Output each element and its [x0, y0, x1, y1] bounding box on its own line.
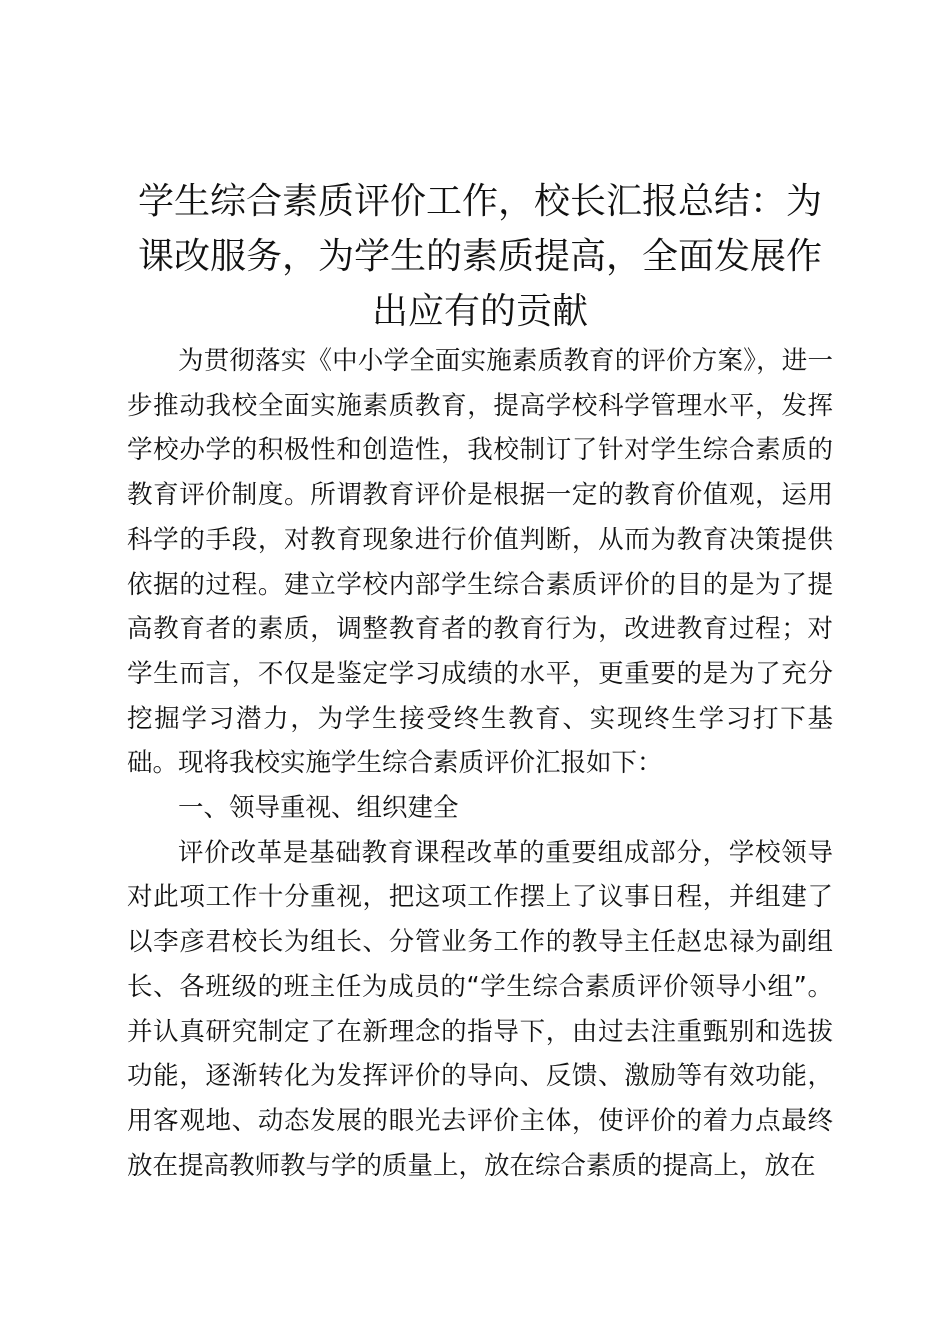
- document-page: [127, 174, 833, 1188]
- intro-paragraph: 为贯彻落实《中小学全面实施素质教育的评价方案》，进一步推动我校全面实施素质教育，提高学校科学管理水平，发挥学校办学的积极性和创造性，我校制订了针对学生综合素质的教育评价制度。所谓教育评价是根据一定的教育价值观，运用科学的手段，对教育现象进行价值判断，从而为教育决策提供依据的过程。建立学校内部学生综合素质评价的目的是为了提高教育者的素质，调整教育者的教育行为，改进教育过程；对学生而言，不仅是鉴定学习成绩的水平，更重要的是为了充分挖掘学习潜力，为学生接受终生教育、实现终生学习打下基础。现将我校实施学生综合素质评价汇报如下：: [127, 346, 833, 779]
- document-title: 学生综合素质评价工作，校长汇报总结：为课改服务，为学生的素质提高，全面发展作出应有的贡献: [137, 181, 822, 332]
- section-heading: 一、领导重视、组织建全: [178, 793, 459, 824]
- section-paragraph: 评价改革是基础教育课程改革的重要组成部分，学校领导对此项工作十分重视，把这项工作摆上了议事日程，并组建了以李彦君校长为组长、分管业务工作的教导主任赵忠禄为副组长、各班级的班主任为成员的“学生综合素质评价领导小组”。并认真研究制定了在新理念的指导下，由过去注重甄别和选拔功能，逐渐转化为发挥评价的导向、反馈、激励等有效功能，用客观地、动态发展的眼光去评价主体，使评价的着力点最终放在提高教师教与学的质量上，放在综合素质的提高上，放在: [127, 837, 833, 1181]
